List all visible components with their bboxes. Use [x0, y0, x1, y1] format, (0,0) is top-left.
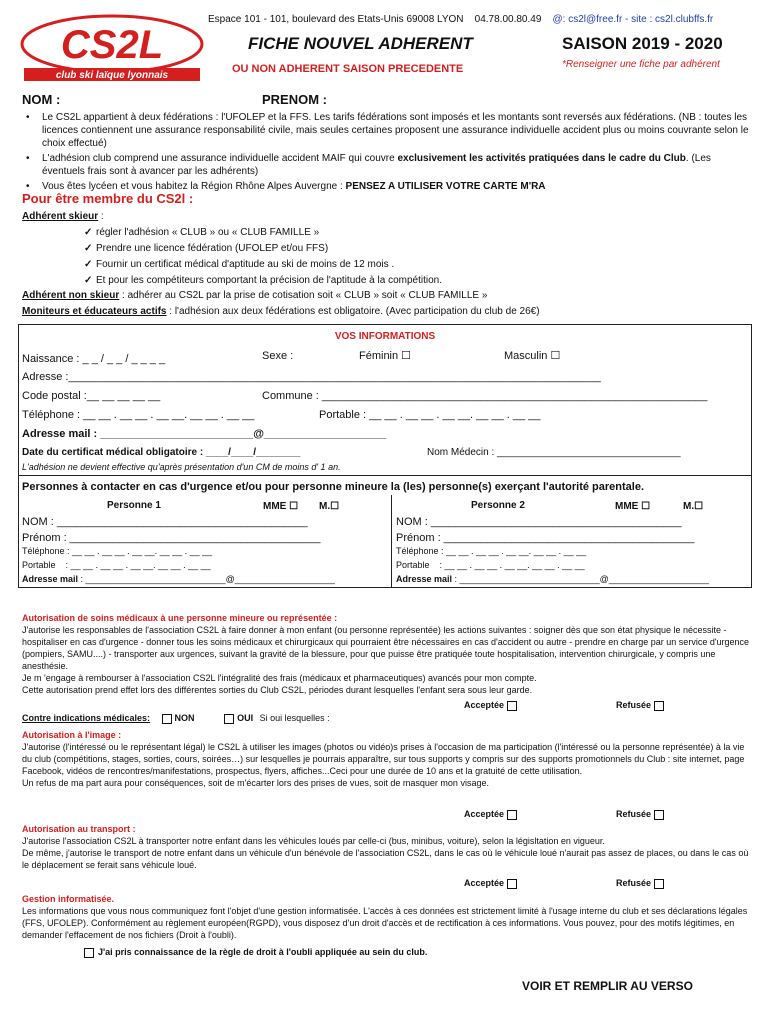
person1-mme-checkbox[interactable]: MME ☐ — [263, 501, 299, 512]
contre-oui-checkbox[interactable]: OUI — [221, 713, 253, 723]
person2-nom-field[interactable]: NOM : _________________________________________ — [396, 516, 682, 528]
contre-indications-label: Contre indications médicales: — [22, 713, 151, 723]
skieur-item: ✓ Fournir un certificat médical d'aptitude au ski de moins de 12 mois . — [84, 259, 395, 270]
skieur-label: Adhérent skieur — [22, 211, 99, 222]
non-skieur-text: : adhérer au CS2L par la prise de cotisation soit « CLUB » soit « CLUB FAMILLE » — [119, 290, 488, 301]
person1-telephone-field[interactable]: Téléphone : __ __ . __ __ . __ __. __ __ . __ __ — [22, 546, 213, 556]
transport-text: J'autorise l'association CS2L à transporter notre enfant dans les véhicules loués par celle-ci (bus, minibus, voiture), selon la législtation en vigueur. — [22, 836, 605, 846]
intro-p2: • L'adhésion club comprend une assurance individuelle accident MAIF qui couvre exclusivement les activités pratiquées dans le cadre du Club. (Les éventuels frais sont à avancer par les adhérents) — [26, 153, 711, 177]
soins-text-2: Je m 'engage à rembourser à l'association CS2L l'intégralité des frais (médicaux et pharmaceutiques) avancés pour mon compte. — [22, 673, 537, 683]
skieur-heading: Adhérent skieur : — [22, 211, 104, 222]
transport-heading: Autorisation au transport : — [22, 824, 136, 834]
header-address: Espace 101 - 101, boulevard des Etats-Unis 69008 LYON — [208, 14, 464, 25]
person2-title: Personne 2 — [471, 500, 525, 511]
intro-section — [22, 111, 752, 193]
transport-section — [22, 823, 752, 871]
si-oui-label: Si oui lesquelles : — [259, 713, 330, 723]
image-acceptee-checkbox[interactable]: Acceptée — [464, 808, 517, 820]
moniteurs-line — [22, 305, 540, 318]
person1-mail-label: Adresse mail — [22, 574, 79, 584]
intro-p3-text: Vous êtes lycéen et vous habitez la Région Rhône Alpes Auvergne : — [42, 181, 346, 192]
transport-text-2: De même, j'autorise le transport de notre enfant dans un véhicule d'un bénévole de l'association CS2L, dans le cas où le véhicule loué n'aurait pas assez de places, ou dans le cas où le déplacement se ferait sans véhicule loué. — [22, 848, 749, 870]
person2-mme-checkbox[interactable]: MME ☐ — [615, 501, 651, 512]
page-subtitle: OU NON ADHERENT SAISON PRECEDENTE — [232, 63, 464, 75]
masculin-checkbox[interactable]: Masculin ☐ — [504, 350, 561, 362]
intro-p2-emphasis: exclusivement les activités pratiquées dans le cadre du Club — [397, 153, 686, 164]
skieur-item: ✓ Et pour les compétiteurs comportant la précision de l'aptitude à la compétition. — [84, 275, 442, 286]
info-form-panel — [18, 324, 752, 588]
soins-text: J'autorise les responsables de l'association CS2L à faire donner à mon enfant (ou personne représentée) les actions suivantes : soigner dès que son état physique le nécessite - hospitaliser en cas d'urgence - donner tous les soins médicaux et chirurgicaux qui pourraient être nécessaires en cas d'accident ou autre - prendre en charge par un service d'urgence (pompiers, SAMU....) - transporter aux urgences, suivant la gravité de la blessure, pour que puisse être pratiquée toute hospitalisation, intervention chirurgicale, y compris une anesthésie. — [22, 625, 750, 671]
image-section — [22, 729, 752, 789]
page-title: FICHE NOUVEL ADHERENT — [248, 34, 473, 53]
sexe-label: Sexe : — [262, 350, 294, 362]
contacts-heading: Personnes à contacter en cas d'urgence et/ou pour personne mineure la (les) personne(s) exerçant l'autorité parentale. — [22, 481, 645, 493]
footer-verso: VOIR ET REMPLIR AU VERSO — [522, 979, 693, 993]
prenom-label: PRENOM : — [262, 92, 327, 107]
intro-p3: • Vous êtes lycéen et vous habitez la Région Rhône Alpes Auvergne : PENSEZ A UTILISER VOTRE CARTE M'RA — [26, 181, 546, 192]
non-skieur-line — [22, 289, 487, 302]
adresse-mail-field[interactable]: Adresse mail : _________________________@____________________ — [22, 428, 387, 440]
membership-heading: Pour être membre du CS2l : — [22, 191, 194, 206]
moniteurs-text: : l'adhésion aux deux fédérations est obligatoire. (Avec participation du club de 26€) — [166, 306, 540, 317]
contre-non-checkbox[interactable]: NON — [159, 713, 195, 723]
soins-section — [22, 612, 752, 696]
header-email-site: @: cs2l@free.fr - site : cs2l.clubffs.fr — [552, 14, 714, 25]
portable-field[interactable]: Portable : __ __ . __ __ . __ __. __ __ . __ __ — [319, 409, 541, 421]
medecin-field[interactable]: Nom Médecin : _________________________________ — [427, 447, 681, 458]
person2-telephone-field[interactable]: Téléphone : __ __ . __ __ . __ __. __ __ . __ __ — [396, 546, 587, 556]
gestion-heading: Gestion informatisée. — [22, 894, 115, 904]
person2-mail-label: Adresse mail — [396, 574, 453, 584]
image-text: J'autorise (l'intéressé ou le représentant légal) le CS2L à utiliser les images (photos ou vidéo)s prises à l'occasion de ma participation (l'intéressé ou la personne représentée) à la vie du club (compétitions, stages, sorties, cours, soirées…) sur lesquelles je pourrais apparaître, sur tous supports y compris sur des supports promotionnels du Club : site internet, page Facebook, vidéos de rencontres/manifestations, prospectus, flyers, affiches...Ceci pour une durée de 10 ans et la gratuité de cette utilisation. — [22, 742, 745, 776]
intro-p1-text: Le CS2L appartient à deux fédérations : l'UFOLEP et la FFS. Les tarifs fédérations sont imposés et les montants sont reversés aux fédérations. (NB : toutes les licences contiennent une assurance responsabilité civile, mais seules certaines proposent une assurance individuelle accident plus ou moins couvrante selon le choix effectué) — [42, 112, 749, 149]
naissance-field[interactable]: Naissance : _ _ / _ _ / _ _ _ _ — [22, 353, 166, 365]
gestion-ack-checkbox[interactable] — [84, 946, 427, 958]
skieur-list — [84, 226, 696, 287]
certificat-note: L'adhésion ne devient effective qu'après présentation d'un CM de moins d' 1 an. — [22, 462, 341, 472]
non-skieur-label: Adhérent non skieur — [22, 290, 120, 301]
commune-field[interactable]: Commune : _______________________________________________________________ — [262, 390, 708, 402]
person2-portable-field[interactable]: Portable : __ __ . __ __ . __ __. __ __ . __ __ — [396, 560, 585, 570]
nom-label: NOM : — [22, 92, 61, 107]
logo-tagline: club ski laïque lyonnais — [55, 70, 169, 81]
transport-acceptee-checkbox[interactable]: Acceptée — [464, 877, 517, 889]
intro-p2-text: L'adhésion club comprend une assurance individuelle accident MAIF qui couvre — [42, 153, 398, 164]
intro-p3-emphasis: PENSEZ A UTILISER VOTRE CARTE M'RA — [345, 181, 546, 192]
person1-mail-field[interactable]: Adresse mail : ____________________________@____________________ — [22, 574, 335, 584]
cs2l-logo — [18, 14, 206, 82]
person2-m-checkbox[interactable]: M.☐ — [683, 501, 704, 512]
skieur-item: ✓ Prendre une licence fédération (UFOLEP et/ou FFS) — [84, 243, 329, 254]
person2-prenom-field[interactable]: Prénom : _________________________________________ — [396, 532, 695, 544]
person1-portable-field[interactable]: Portable : __ __ . __ __ . __ __. __ __ . __ __ — [22, 560, 211, 570]
header-contact-line — [208, 13, 713, 26]
skieur-item: ✓ régler l'adhésion « CLUB » ou « CLUB FAMILLE » — [84, 227, 320, 238]
transport-refusee-checkbox[interactable]: Refusée — [616, 877, 664, 889]
logo-graphic — [18, 14, 206, 82]
person1-prenom-field[interactable]: Prénom : _________________________________________ — [22, 532, 321, 544]
soins-text-3: Cette autorisation prend effet lors des différentes sorties du Club CS2L, périodes durant lesquelles l'enfant sera sous leur garde. — [22, 685, 533, 695]
form-heading: VOS INFORMATIONS — [334, 331, 436, 342]
feminin-checkbox[interactable]: Féminin ☐ — [359, 350, 412, 362]
person1-m-checkbox[interactable]: M.☐ — [319, 501, 340, 512]
intro-p1: • Le CS2L appartient à deux fédérations : l'UFOLEP et la FFS. Les tarifs fédérations sont imposés et les montants sont reversés aux fédérations. (NB : toutes les licences contiennent une assurance responsabilité civile, mais seules certaines proposent une assurance individuelle accident plus ou moins couvrante selon le choix effectué) — [26, 112, 749, 149]
adresse-field[interactable]: Adresse :_______________________________________________________________________________________ — [22, 371, 601, 383]
intro-p2-end: . (Les éventuels frais sont à avancer par les adhérents) — [42, 153, 711, 177]
person1-title: Personne 1 — [107, 500, 161, 511]
person2-mail-field[interactable]: Adresse mail : ____________________________@____________________ — [396, 574, 709, 584]
season-label: SAISON 2019 - 2020 — [562, 34, 723, 53]
header-phone: 04.78.00.80.49 — [474, 14, 542, 25]
page-note: *Renseigner une fiche par adhérent — [562, 59, 720, 70]
telephone-field[interactable]: Téléphone : __ __ . __ __ . __ __. __ __ . __ __ — [22, 409, 255, 421]
image-heading: Autorisation à l'image : — [22, 730, 122, 740]
soins-refusee-checkbox[interactable]: Refusée — [616, 699, 664, 711]
gestion-section — [22, 893, 752, 941]
image-text-2: Un refus de ma part aura pour conséquences, soit de m'écarter lors des prises de vues, soit de masquer mon visage. — [22, 778, 489, 788]
logo-text: CS2L — [60, 23, 164, 67]
gestion-text: Les informations que vous nous communiquez font l'objet d'une gestion informatisée. L'accès à ces données est strictement limité à l'usage interne du club et ses déclarations légales (FFS, UFOLEP). Conformément au règlement européen(RGPD), vous disposez d'un droit d'accès et de rectification à ces informations. Vous pouvez, pour des motifs légitimes, en demander l'effacement de nos fichiers (Droit à l'oubli). — [22, 906, 748, 940]
image-refusee-checkbox[interactable]: Refusée — [616, 808, 664, 820]
gestion-ack-label: J'ai pris connaissance de la règle de droit à l'oubli appliquée au sein du club. — [98, 947, 428, 957]
certificat-field[interactable]: Date du certificat médical obligatoire : ____/____/________ — [22, 447, 301, 458]
moniteurs-label: Moniteurs et éducateurs actifs — [22, 306, 167, 317]
code-postal-field[interactable]: Code postal :__ __ __ __ __ — [22, 390, 161, 402]
soins-acceptee-checkbox[interactable]: Acceptée — [464, 699, 517, 711]
soins-heading: Autorisation de soins médicaux à une personne mineure ou représentée : — [22, 613, 338, 623]
contre-indications-line — [22, 712, 330, 724]
person1-nom-field[interactable]: NOM : _________________________________________ — [22, 516, 308, 528]
